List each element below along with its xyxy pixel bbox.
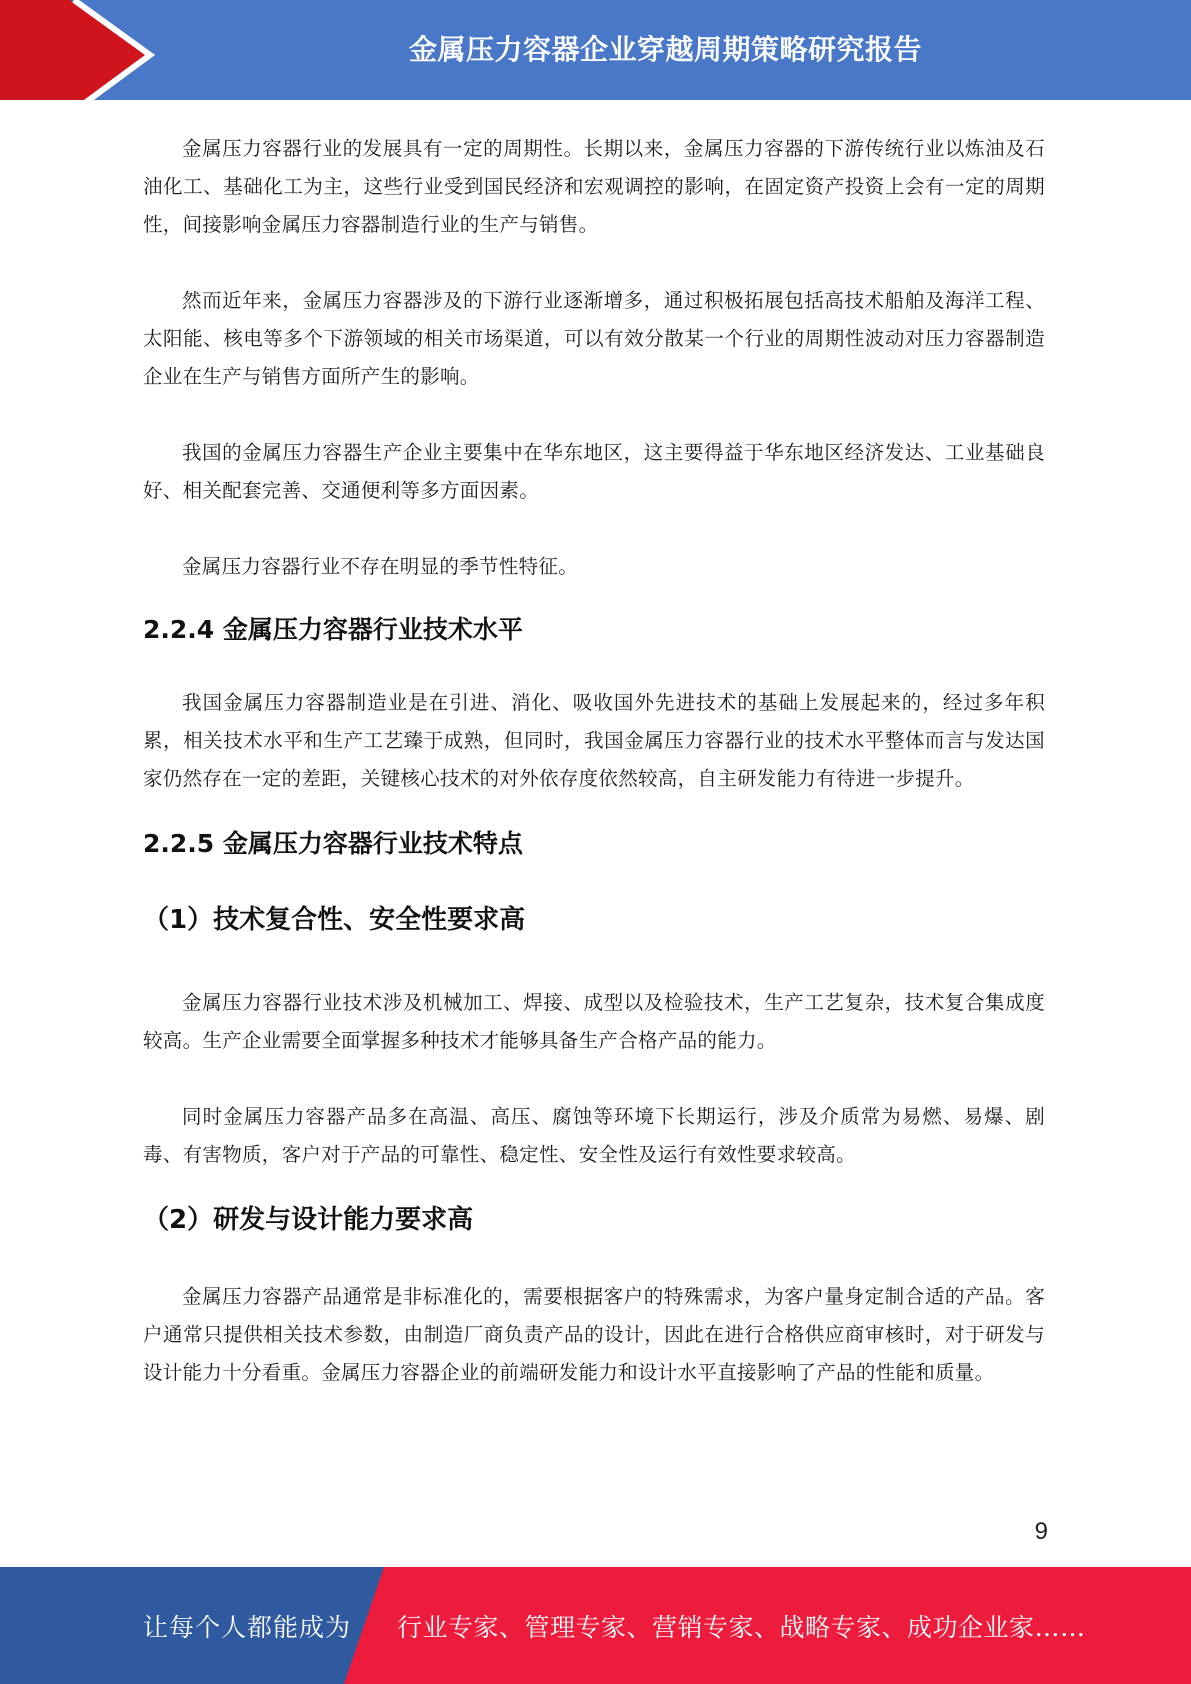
paragraph-safety-requirements: 同时金属压力容器产品多在高温、高压、腐蚀等环境下长期运行，涉及介质常为易燃、易爆、剧毒、有害物质，客户对于产品的可靠性、稳定性、安全性及运行有效性要求较高。 xyxy=(143,1105,1045,1166)
paragraph-seasonality: 金属压力容器行业不存在明显的季节性特征。 xyxy=(182,555,579,578)
header-chevron-decoration xyxy=(0,0,160,111)
footer-slogan-left: 让每个人都能成为 xyxy=(143,1613,352,1642)
page-content xyxy=(143,130,1045,1392)
section-heading-2-2-5: 2.2.5 金属压力容器行业技术特点 xyxy=(143,829,523,858)
paragraph-technology-level: 我国金属压力容器制造业是在引进、消化、吸收国外先进技术的基础上发展起来的，经过多年积累，相关技术水平和生产工艺臻于成熟，但同时，我国金属压力容器行业的技术水平整体而言与发达国家仍然存在一定的差距，关键核心技术的对外依存度依然较高，自主研发能力有待进一步提升。 xyxy=(143,691,1045,790)
paragraph-regional-distribution: 我国的金属压力容器生产企业主要集中在华东地区，这主要得益于华东地区经济发达、工业基础良好、相关配套完善、交通便利等多方面因素。 xyxy=(143,441,1045,502)
section-heading-2-2-4: 2.2.4 金属压力容器行业技术水平 xyxy=(143,615,523,644)
paragraph-technical-integration: 金属压力容器行业技术涉及机械加工、焊接、成型以及检验技术，生产工艺复杂，技术复合集成度较高。生产企业需要全面掌握多种技术才能够具备生产合格产品的能力。 xyxy=(143,991,1045,1052)
paragraph-rd-design-capability: 金属压力容器产品通常是非标准化的，需要根据客户的特殊需求，为客户量身定制合适的产品。客户通常只提供相关技术参数，由制造厂商负责产品的设计，因此在进行合格供应商审核时，对于研发与设计能力十分看重。金属压力容器企业的前端研发能力和设计水平直接影响了产品的性能和质量。 xyxy=(143,1285,1045,1384)
footer-slogan-right: 行业专家、管理专家、营销专家、战略专家、成功企业家…… xyxy=(397,1613,1086,1642)
subheading-rd-design: （2）研发与设计能力要求高 xyxy=(143,1205,474,1235)
paragraph-cyclicality: 金属压力容器行业的发展具有一定的周期性。长期以来，金属压力容器的下游传统行业以炼油及石油化工、基础化工为主，这些行业受到国民经济和宏观调控的影响，在固定资产投资上会有一定的周期性，间接影响金属压力容器制造行业的生产与销售。 xyxy=(143,137,1045,236)
page-header xyxy=(0,0,1191,111)
header-divider xyxy=(0,100,1191,111)
subheading-technical-complexity: （1）技术复合性、安全性要求高 xyxy=(143,905,526,935)
page-number: 9 xyxy=(1034,1518,1048,1545)
page-footer xyxy=(0,1567,1191,1684)
paragraph-downstream-expansion: 然而近年来，金属压力容器涉及的下游行业逐渐增多，通过积极拓展包括高技术船舶及海洋工程、太阳能、核电等多个下游领域的相关市场渠道，可以有效分散某一个行业的周期性波动对压力容器制造企业在生产与销售方面所产生的影响。 xyxy=(143,289,1045,388)
report-title: 金属压力容器企业穿越周期策略研究报告 xyxy=(408,33,922,66)
